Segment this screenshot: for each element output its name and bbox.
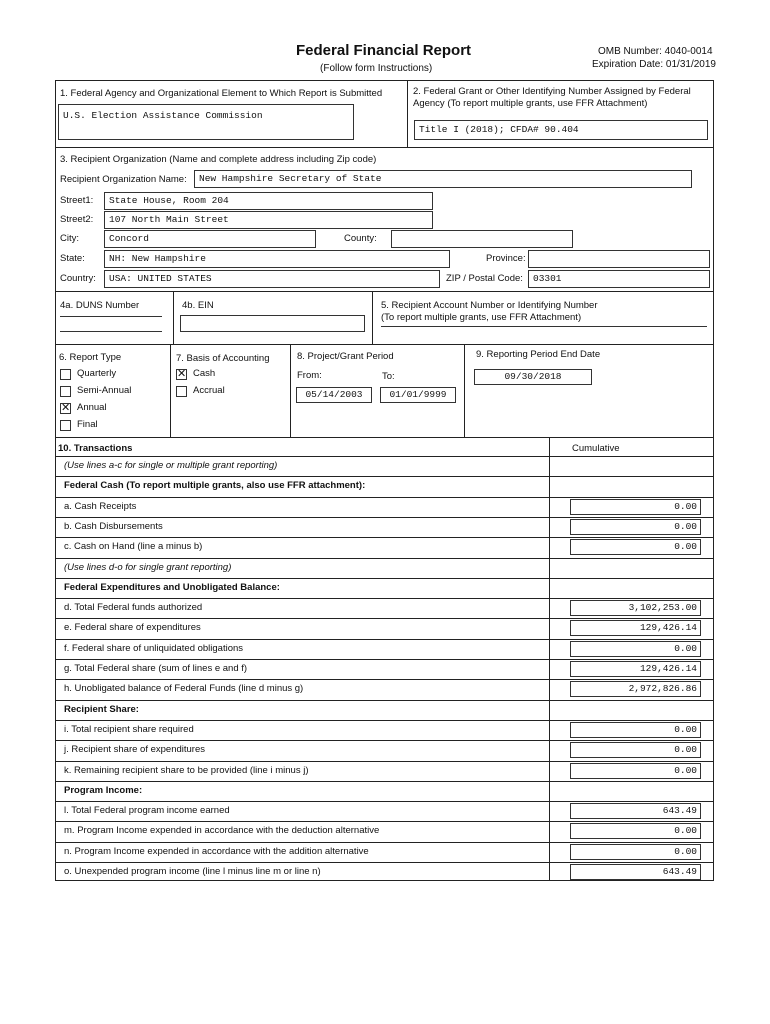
city-field[interactable]: Concord: [104, 230, 316, 248]
transaction-value-field[interactable]: 0.00: [570, 844, 701, 860]
box3-label: 3. Recipient Organization (Name and complete address including Zip code): [60, 154, 377, 165]
transaction-row-label: k. Remaining recipient share to be provided (line i minus j): [64, 765, 309, 776]
duns-field[interactable]: [60, 316, 162, 332]
box5-label-line2: (To report multiple grants, use FFR Attachment): [381, 312, 582, 323]
transaction-value-field[interactable]: 0.00: [570, 722, 701, 738]
accounting-basis-label: 7. Basis of Accounting: [176, 353, 270, 364]
report-type-option-label: Quarterly: [77, 368, 117, 379]
omb-number: OMB Number: 4040-0014: [598, 46, 713, 57]
transaction-row-label: a. Cash Receipts: [64, 501, 137, 512]
box2-label-line1: 2. Federal Grant or Other Identifying Number Assigned by Federal: [413, 86, 691, 97]
transaction-row-label: h. Unobligated balance of Federal Funds (line d minus g): [64, 683, 304, 694]
transaction-row-label: d. Total Federal funds authorized: [64, 602, 203, 613]
transaction-row-label: c. Cash on Hand (line a minus b): [64, 541, 203, 552]
accounting-option-label: Cash: [193, 368, 216, 379]
transaction-row-label: f. Federal share of unliquidated obligations: [64, 643, 244, 654]
report-type-checkbox-annual[interactable]: ✕: [61, 402, 71, 414]
transaction-row-label: g. Total Federal share (sum of lines e and f): [64, 663, 248, 674]
period-to-field[interactable]: 01/01/9999: [380, 387, 456, 403]
street2-label: Street2:: [60, 214, 94, 225]
transaction-row-label: l. Total Federal program income earned: [64, 805, 230, 816]
report-type-checkbox-final[interactable]: [60, 420, 71, 431]
box2-label-line2: Agency (To report multiple grants, use FFR Attachment): [413, 98, 648, 109]
county-label: County:: [344, 233, 377, 244]
federal-grant-number-field[interactable]: Title I (2018); CFDA# 90.404: [414, 120, 708, 140]
ein-label: 4b. EIN: [182, 300, 214, 311]
transaction-value-field[interactable]: 643.49: [570, 864, 701, 880]
transaction-row-label: j. Recipient share of expenditures: [64, 744, 205, 755]
transaction-row-label: Recipient Share:: [64, 704, 139, 715]
accounting-option-label: Accrual: [193, 385, 225, 396]
transaction-row-label: Program Income:: [64, 785, 143, 796]
transaction-row-label: n. Program Income expended in accordance with the addition alternative: [64, 846, 369, 857]
accounting-checkbox-cash[interactable]: ✕: [177, 368, 187, 380]
transaction-value-field[interactable]: 2,972,826.86: [570, 681, 701, 697]
transaction-row-label: o. Unexpended program income (line l minus line m or line n): [64, 866, 321, 877]
province-label: Province:: [486, 253, 526, 264]
transaction-row-label: i. Total recipient share required: [64, 724, 194, 735]
state-label: State:: [60, 253, 85, 264]
street1-field[interactable]: State House, Room 204: [104, 192, 433, 210]
state-field[interactable]: NH: New Hampshire: [104, 250, 450, 268]
form-title: Federal Financial Report: [296, 42, 472, 59]
cumulative-header: Cumulative: [572, 443, 620, 454]
transaction-value-field[interactable]: 129,426.14: [570, 620, 701, 636]
box1-label: 1. Federal Agency and Organizational Element to Which Report is Submitted: [60, 88, 383, 99]
transaction-row-label: Federal Expenditures and Unobligated Balance:: [64, 582, 280, 593]
transaction-value-field[interactable]: 0.00: [570, 499, 701, 515]
transaction-value-field[interactable]: 0.00: [570, 763, 701, 779]
transaction-row-label: (Use lines a-c for single or multiple grant reporting): [64, 460, 278, 471]
street1-label: Street1:: [60, 195, 94, 206]
transaction-value-field[interactable]: 0.00: [570, 641, 701, 657]
country-field[interactable]: USA: UNITED STATES: [104, 270, 440, 288]
recipient-org-field[interactable]: New Hampshire Secretary of State: [194, 170, 692, 188]
report-type-option-label: Final: [77, 419, 98, 430]
transaction-value-field[interactable]: 0.00: [570, 742, 701, 758]
ein-field[interactable]: [180, 315, 365, 332]
transaction-value-field[interactable]: 0.00: [570, 539, 701, 555]
country-label: Country:: [60, 273, 96, 284]
accounting-checkbox-accrual[interactable]: [176, 386, 187, 397]
expiration-date: Expiration Date: 01/31/2019: [592, 59, 716, 70]
duns-label: 4a. DUNS Number: [60, 300, 140, 311]
province-field[interactable]: [528, 250, 710, 268]
box5-label-line1: 5. Recipient Account Number or Identifying Number: [381, 300, 598, 311]
transactions-title: 10. Transactions: [58, 443, 133, 454]
period-from-field[interactable]: 05/14/2003: [296, 387, 372, 403]
transaction-row-label: (Use lines d-o for single grant reporting): [64, 562, 232, 573]
reporting-end-field[interactable]: 09/30/2018: [474, 369, 592, 385]
street2-field[interactable]: 107 North Main Street: [104, 211, 433, 229]
grant-period-label: 8. Project/Grant Period: [297, 351, 394, 362]
report-type-label: 6. Report Type: [59, 352, 122, 363]
city-label: City:: [60, 233, 79, 244]
federal-agency-field[interactable]: U.S. Election Assistance Commission: [58, 104, 354, 140]
transaction-row-label: e. Federal share of expenditures: [64, 622, 201, 633]
transaction-row-label: m. Program Income expended in accordance with the deduction alternative: [64, 825, 380, 836]
transaction-value-field[interactable]: 3,102,253.00: [570, 600, 701, 616]
county-field[interactable]: [391, 230, 573, 248]
reporting-end-label: 9. Reporting Period End Date: [476, 349, 601, 360]
report-type-checkbox-semi-annual[interactable]: [60, 386, 71, 397]
form-subtitle: (Follow form Instructions): [320, 63, 433, 74]
transaction-row-label: Federal Cash (To report multiple grants, also use FFR attachment):: [64, 480, 366, 491]
report-type-option-label: Semi-Annual: [77, 385, 132, 396]
report-type-option-label: Annual: [77, 402, 107, 413]
to-label: To:: [382, 371, 395, 382]
transaction-value-field[interactable]: 0.00: [570, 823, 701, 839]
zip-field[interactable]: 03301: [528, 270, 710, 288]
recipient-org-label: Recipient Organization Name:: [60, 174, 187, 185]
transaction-value-field[interactable]: 0.00: [570, 519, 701, 535]
transaction-value-field[interactable]: 643.49: [570, 803, 701, 819]
from-label: From:: [297, 370, 322, 381]
zip-label: ZIP / Postal Code:: [446, 273, 523, 284]
transaction-value-field[interactable]: 129,426.14: [570, 661, 701, 677]
report-type-checkbox-quarterly[interactable]: [60, 369, 71, 380]
recipient-account-field[interactable]: [381, 326, 707, 340]
transaction-row-label: b. Cash Disbursements: [64, 521, 163, 532]
